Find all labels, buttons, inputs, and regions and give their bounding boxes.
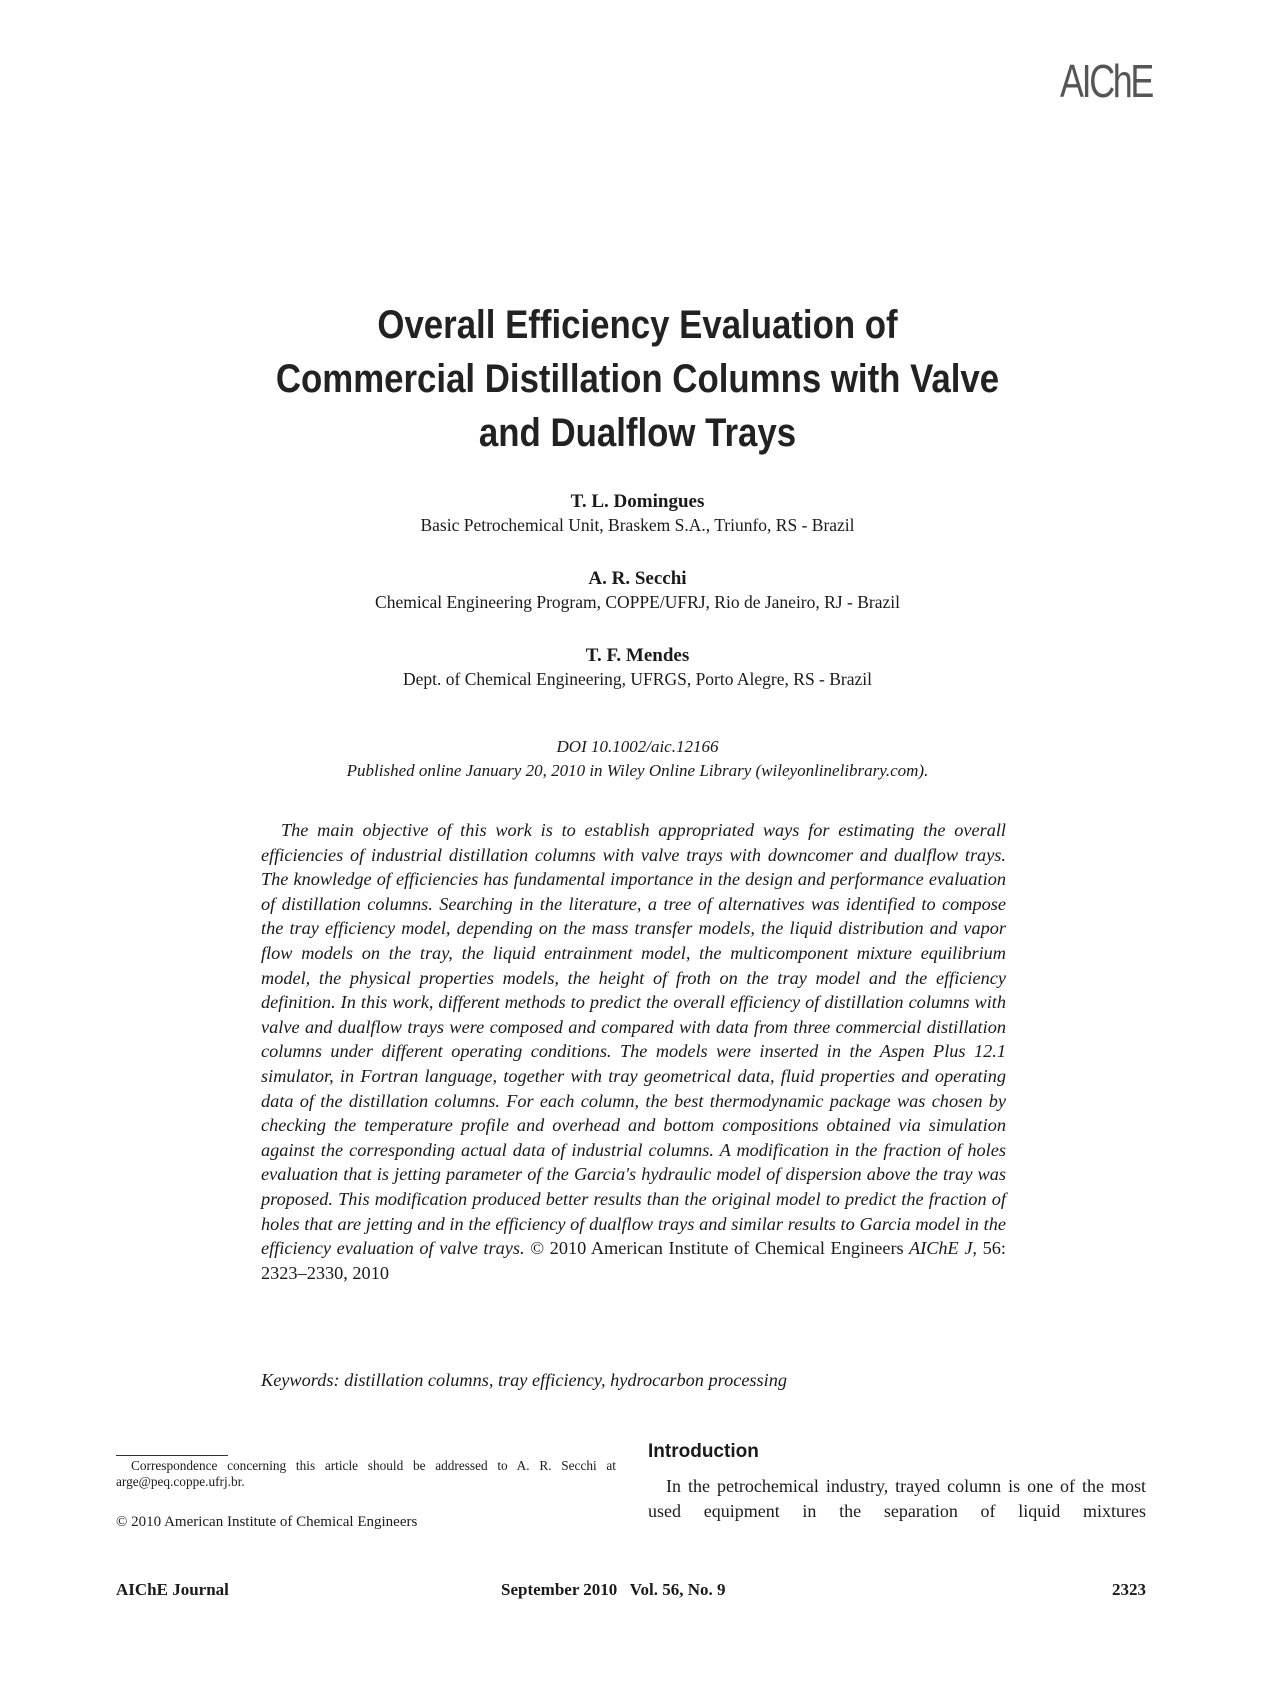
title-line: and Dualflow Trays [478,411,797,455]
author-name: T. F. Mendes [585,645,690,666]
page-footer [116,1578,1146,1602]
author-affiliation: Basic Petrochemical Unit, Braskem S.A., Triunfo, RS - Brazil [420,515,855,535]
abstract-body: The main objective of this work is to establish appropriated ways for estimating the overall efficiencies of industrial distillation columns with valve trays with downcomer and dualflow trays. The knowledge of efficiencies has fundamental importance in the design and performance evaluation of distillation columns. Searching in the literature, a tree of alternatives was identified to compose the tray efficiency model, depending on the mass transfer models, the liquid distribution and vapor flow models on the tray, the liquid entrainment model, the multicomponent mixture equilibrium model, the physical properties models, the height of froth on the tray model and the efficiency definition. In this work, different methods to predict the overall efficiency of distillation columns with valve and dualflow trays were composed and compared with data from three commercial distillation columns under different operating conditions. The models were inserted in the Aspen Plus 12.1 simulator, in Fortran language, together with tray geometrical data, fluid properties and operating data of the distillation columns. For each column, the best thermodynamic package was chosen by checking the temperature profile and overhead and bottom compositions obtained via simulation against the corresponding actual data of industrial columns. A modification in the fraction of holes evaluation that is jetting parameter of the Garcia's hydraulic model of dispersion above the tray was proposed. This modification produced better results than the original model to predict the fraction of holes that are jetting and in the efficiency of dualflow trays and similar results to Garcia model in the efficiency evaluation of valve trays. [261,820,1006,1259]
section-heading-introduction: Introduction [648,1441,759,1462]
doi: DOI 10.1002/aic.12166 [556,737,719,756]
abstract [261,818,1006,1285]
correspondence-footnote [116,1458,616,1490]
title-line: Commercial Distillation Columns with Valve [275,357,1000,401]
introduction-text [648,1474,1146,1523]
title-line: Overall Efficiency Evaluation of [377,303,898,347]
publication-info [0,735,1275,783]
author-block [0,490,1275,537]
author-name: A. R. Secchi [588,568,687,589]
correspondence-text: Correspondence concerning this article should be addressed to A. R. Secchi at arge@peq.coppe.ufrj.br. [116,1458,616,1489]
abstract-copyright: © 2010 American Institute of Chemical Engineers [530,1238,904,1259]
journal-abbrev: AIChE J, [908,1238,978,1259]
published-online: Published online January 20, 2010 in Wiley Online Library (wileyonlinelibrary.com). [346,761,929,780]
author-block [0,644,1275,691]
footnote-rule [116,1455,228,1456]
author-affiliation: Chemical Engineering Program, COPPE/UFRJ, Rio de Janeiro, RJ - Brazil [375,592,900,612]
author-block [0,567,1275,614]
footer-journal: AIChE Journal [116,1580,229,1599]
introduction-body: In the petrochemical industry, trayed column is one of the most used equipment in the separation of liquid mixtures [648,1476,1146,1521]
author-affiliation: Dept. of Chemical Engineering, UFRGS, Porto Alegre, RS - Brazil [402,669,873,689]
author-list [0,490,1275,721]
article-title [0,298,1275,460]
author-name: T. L. Domingues [570,491,705,512]
footer-issue: September 2010 Vol. 56, No. 9 [501,1580,726,1599]
page-number: 2323 [1112,1580,1146,1599]
copyright-footnote: © 2010 American Institute of Chemical Engineers [116,1514,418,1530]
journal-logo: AIChE [1060,55,1153,107]
abstract-citation: 56: 2323–2330, 2010 [261,1238,1007,1283]
keywords: Keywords: distillation columns, tray efficiency, hydrocarbon processing [261,1370,788,1390]
